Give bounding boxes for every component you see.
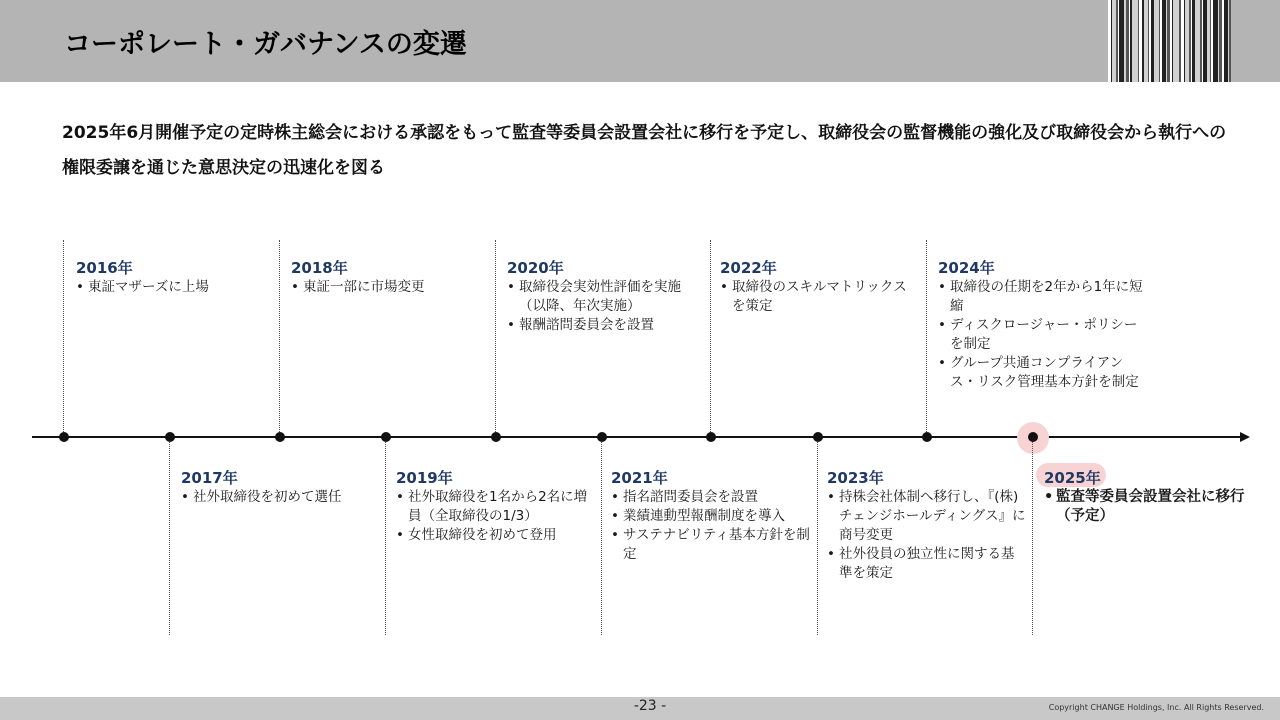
- connector-2022: [710, 240, 711, 436]
- event-year: 2016年: [76, 259, 133, 277]
- page-number: -23 -: [633, 698, 667, 714]
- event-item: • 東証一部に市場変更: [291, 278, 481, 297]
- connector-2018: [279, 240, 280, 436]
- header-barcode-decoration: [1108, 0, 1280, 82]
- event-2022: [720, 258, 920, 316]
- header-bar: [0, 0, 1280, 82]
- event-2024: [938, 258, 1143, 392]
- connector-2016: [63, 240, 64, 436]
- event-year: 2018年: [291, 259, 348, 277]
- event-2017: [181, 468, 376, 507]
- timeline-dot: [165, 432, 175, 442]
- event-item: • 指名諮問委員会を設置: [611, 488, 811, 507]
- event-item: • グループ共通コンプライアンス・リスク管理基本方針を制定: [938, 354, 1143, 392]
- event-year: 2021年: [611, 469, 668, 487]
- timeline-dot: [813, 432, 823, 442]
- event-item: • 監査等委員会設置会社に移行（予定）: [1044, 488, 1254, 526]
- event-item: • 社外役員の独立性に関する基準を策定: [827, 545, 1027, 583]
- event-year: 2024年: [938, 259, 995, 277]
- event-item: • サステナビリティ基本方針を制定: [611, 526, 811, 564]
- event-item: • 女性取締役を初めて登用: [396, 526, 596, 545]
- event-item: • 社外取締役を初めて選任: [181, 488, 376, 507]
- timeline-arrow-icon: [1240, 432, 1250, 442]
- event-2019: [396, 468, 596, 545]
- timeline-axis: [32, 436, 1242, 438]
- event-2016: [76, 258, 266, 297]
- event-2023: [827, 468, 1027, 583]
- event-item: • 社外取締役を1名から2名に増員（全取締役の1/3）: [396, 488, 596, 526]
- timeline-dot: [1028, 432, 1038, 442]
- barcode-stripe: [1229, 0, 1231, 82]
- event-item: • 報酬諮問委員会を設置: [507, 316, 697, 335]
- event-year: 2025年: [1044, 469, 1101, 487]
- connector-2023: [817, 437, 818, 635]
- event-item: • 取締役のスキルマトリックスを策定: [720, 278, 920, 316]
- event-year: 2019年: [396, 469, 453, 487]
- lead-statement: 2025年6月開催予定の定時株主総会における承認をもって監査等委員会設置会社に移行を予定し、取締役会の監督機能の強化及び取締役会から執行への権限委譲を通じた意思決定の迅速化を図る: [62, 123, 1227, 178]
- timeline-dot: [59, 432, 69, 442]
- event-year: 2017年: [181, 469, 238, 487]
- page-title: コーポレート・ガバナンスの変遷: [64, 29, 467, 60]
- timeline-dot: [491, 432, 501, 442]
- event-year: 2023年: [827, 469, 884, 487]
- event-year: 2020年: [507, 259, 564, 277]
- event-item: • 東証マザーズに上場: [76, 278, 266, 297]
- connector-2019: [385, 437, 386, 635]
- timeline-dot: [922, 432, 932, 442]
- event-year: 2022年: [720, 259, 777, 277]
- connector-2020: [495, 240, 496, 436]
- event-2018: [291, 258, 481, 297]
- event-item: • 取締役会実効性評価を実施（以降、年次実施）: [507, 278, 697, 316]
- connector-2021: [601, 437, 602, 635]
- event-item: • ディスクロージャー・ポリシーを制定: [938, 316, 1143, 354]
- connector-2024: [926, 240, 927, 436]
- connector-2017: [169, 437, 170, 635]
- event-item: • 取締役の任期を2年から1年に短縮: [938, 278, 1143, 316]
- connector-2025: [1032, 437, 1033, 635]
- event-2020: [507, 258, 697, 335]
- timeline-dot: [597, 432, 607, 442]
- event-item: • 業績連動型報酬制度を導入: [611, 507, 811, 526]
- timeline-dot: [381, 432, 391, 442]
- event-item: • 持株会社体制へ移行し、『(株)チェンジホールディングス』に商号変更: [827, 488, 1027, 545]
- copyright-notice: Copyright CHANGE Holdings, Inc. All Rights Reserved.: [1048, 703, 1264, 712]
- timeline-dot: [706, 432, 716, 442]
- timeline-dot: [275, 432, 285, 442]
- event-2021: [611, 468, 811, 564]
- event-2025: [1044, 468, 1254, 526]
